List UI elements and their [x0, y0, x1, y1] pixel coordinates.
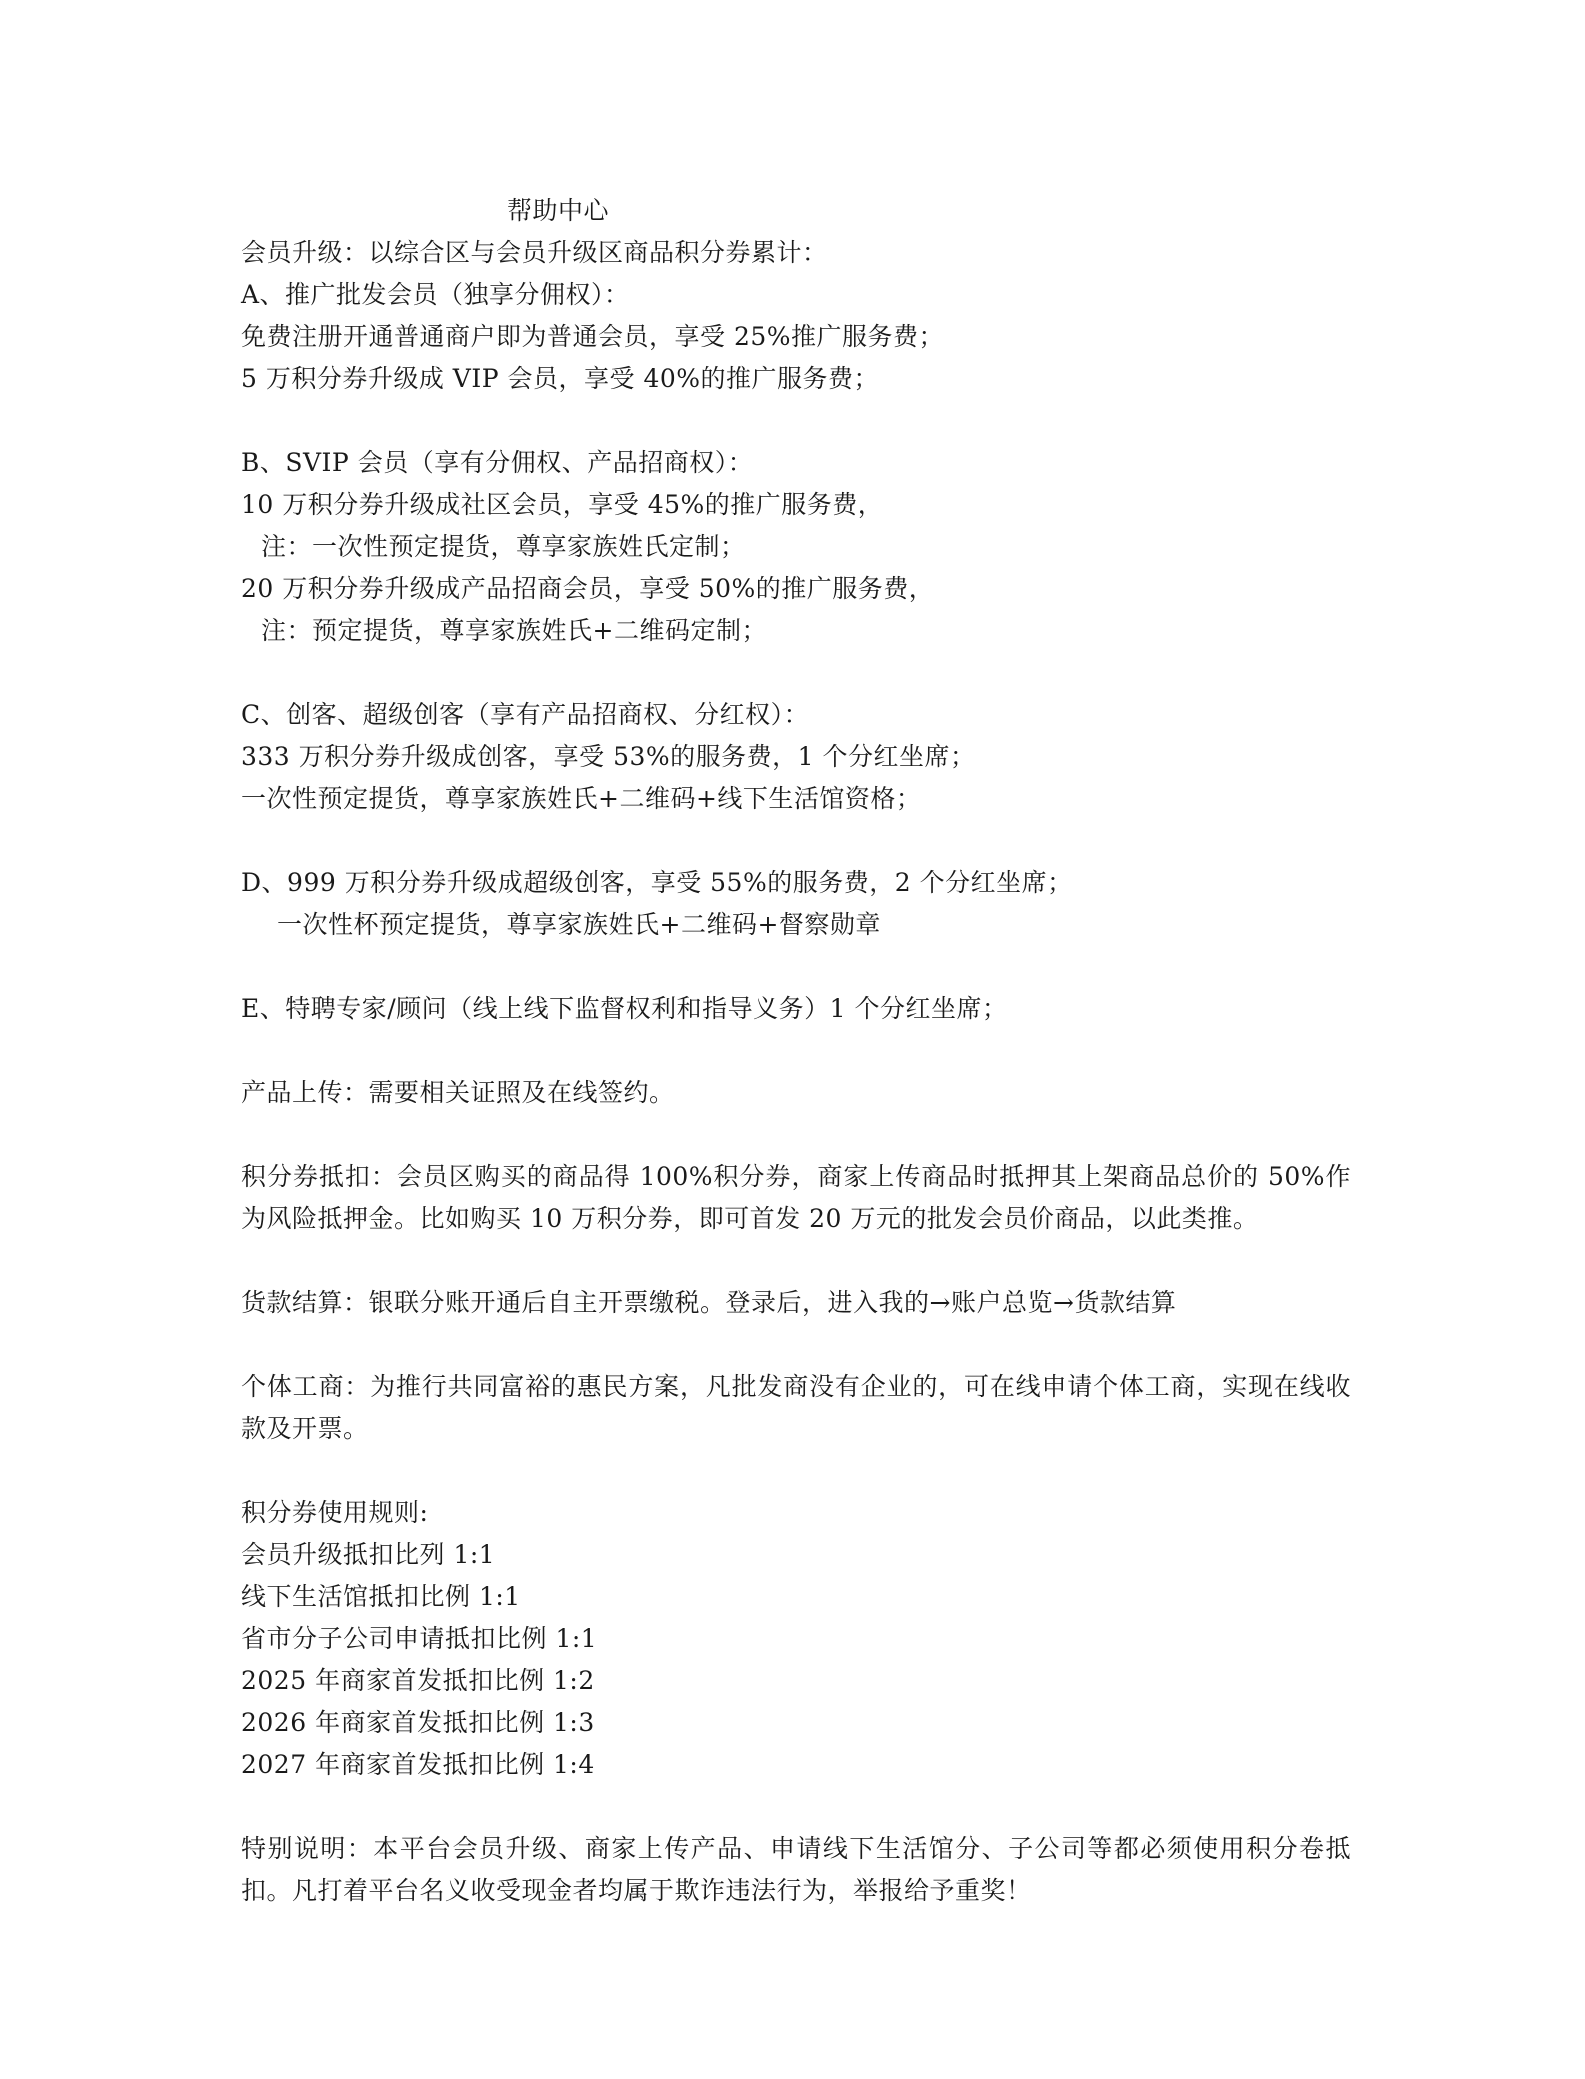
- tier-a-line-1: 免费注册开通普通商户即为普通会员，享受 25%推广服务费；: [241, 322, 945, 351]
- spacer: [241, 652, 1351, 694]
- spacer: [241, 1114, 1351, 1156]
- spacer: [241, 1030, 1351, 1072]
- tier-d-line-1: D、999 万积分券升级成超级创客，享受 55%的服务费，2 个分红坐席；: [241, 868, 1073, 897]
- spacer: [241, 400, 1351, 442]
- tier-b-line-1: 10 万积分券升级成社区会员，享受 45%的推广服务费，: [241, 490, 884, 519]
- membership-heading: 会员升级：以综合区与会员升级区商品积分券累计：: [241, 238, 828, 267]
- rules-item: 省市分子公司申请抵扣比例 1:1: [241, 1624, 598, 1653]
- tier-a-title: A、推广批发会员（独享分佣权）：: [241, 280, 630, 309]
- product-upload-text: 产品上传：需要相关证照及在线签约。: [241, 1078, 675, 1107]
- points-deduction-text: 积分券抵扣：会员区购买的商品得 100%积分券，商家上传商品时抵押其上架商品总价的 50%作为风险抵押金。比如购买 10 万积分券，即可首发 20 万元的批发会员价商品，以此类推。: [241, 1162, 1351, 1233]
- tier-b-line-2: 20 万积分券升级成产品招商会员，享受 50%的推广服务费，: [241, 574, 935, 603]
- tier-d-line-2: 一次性杯预定提货，尊享家族姓氏+二维码+督察勋章: [277, 910, 881, 939]
- spacer: [241, 1324, 1351, 1366]
- tier-b-note-2: 注：预定提货，尊享家族姓氏+二维码定制；: [261, 616, 767, 645]
- spacer: [241, 946, 1351, 988]
- tier-e-line-1: E、特聘专家/顾问（线上线下监督权利和指导义务）1 个分红坐席；: [241, 994, 1008, 1023]
- tier-b-note-1: 注：一次性预定提货，尊享家族姓氏定制；: [261, 532, 746, 561]
- payment-settlement-text: 货款结算：银联分账开通后自主开票缴税。登录后，进入我的→账户总览→货款结算: [241, 1288, 1177, 1317]
- rules-item: 线下生活馆抵扣比例 1:1: [241, 1582, 521, 1611]
- document-page: [241, 190, 1351, 1912]
- tier-b-title: B、SVIP 会员（享有分佣权、产品招商权）：: [241, 448, 754, 477]
- spacer: [241, 820, 1351, 862]
- spacer: [241, 1450, 1351, 1492]
- rules-item: 2027 年商家首发抵扣比例 1:4: [241, 1750, 595, 1779]
- rules-item: 会员升级抵扣比列 1:1: [241, 1540, 496, 1569]
- spacer: [241, 1786, 1351, 1828]
- page-title: 帮助中心: [507, 196, 610, 225]
- rules-item: 2025 年商家首发抵扣比例 1:2: [241, 1666, 595, 1695]
- rules-item: 2026 年商家首发抵扣比例 1:3: [241, 1708, 595, 1737]
- tier-a-line-2: 5 万积分券升级成 VIP 会员，享受 40%的推广服务费；: [241, 364, 880, 393]
- tier-c-title: C、创客、超级创客（享有产品招商权、分红权）：: [241, 700, 810, 729]
- rules-heading: 积分券使用规则:: [241, 1498, 429, 1527]
- individual-business-text: 个体工商：为推行共同富裕的惠民方案，凡批发商没有企业的，可在线申请个体工商，实现在线收款及开票。: [241, 1372, 1351, 1443]
- spacer: [241, 1240, 1351, 1282]
- tier-c-line-1: 333 万积分券升级成创客，享受 53%的服务费，1 个分红坐席；: [241, 742, 976, 771]
- tier-c-line-2: 一次性预定提货，尊享家族姓氏+二维码+线下生活馆资格；: [241, 784, 922, 813]
- special-note-text: 特别说明：本平台会员升级、商家上传产品、申请线下生活馆分、子公司等都必须使用积分卷抵扣。凡打着平台名义收受现金者均属于欺诈违法行为，举报给予重奖！: [241, 1834, 1351, 1905]
